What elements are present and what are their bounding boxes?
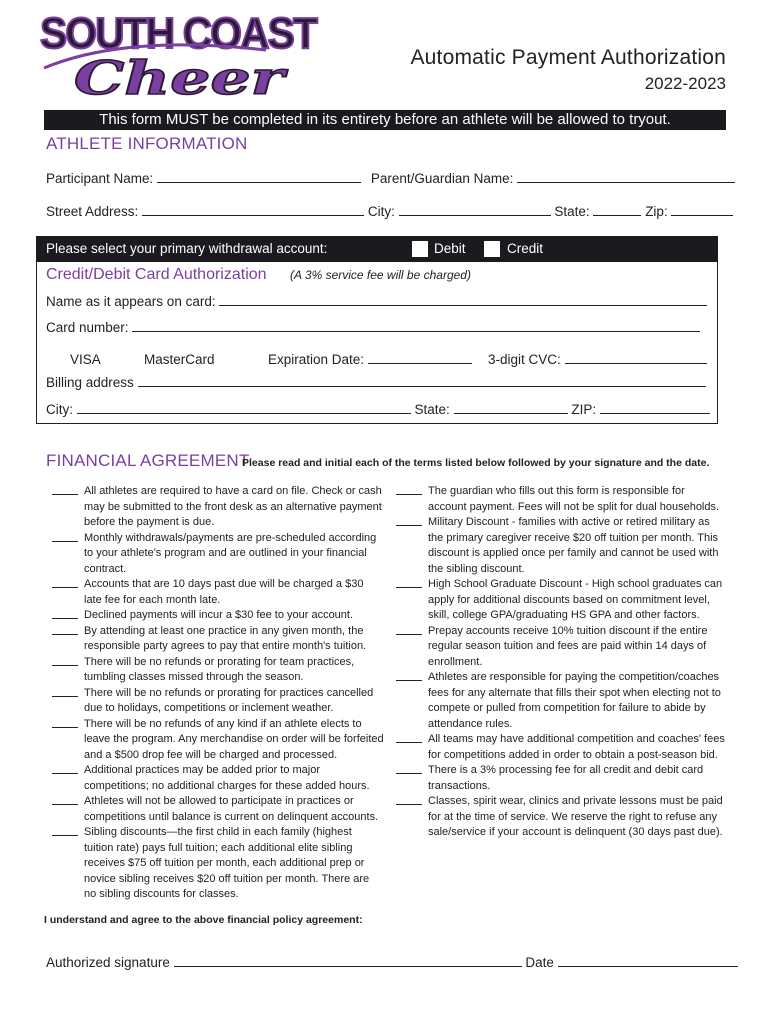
right-terms-list: [390, 484, 726, 841]
name-on-card-label: Name as it appears on card:: [46, 294, 216, 309]
initials-field[interactable]: [396, 624, 422, 635]
term-text: There will be no refunds or prorating for practices cancelled due to holidays, competitions or inclement weather.: [84, 686, 374, 714]
form-year: 2022-2023: [644, 74, 726, 93]
debit-checkbox[interactable]: [412, 241, 428, 257]
billing-city-row: [46, 402, 710, 417]
initials-field[interactable]: [52, 686, 78, 697]
initials-field[interactable]: [52, 608, 78, 619]
south-coast-cheer-logo: [36, 6, 326, 102]
term-item: [46, 655, 384, 686]
initials-field[interactable]: [52, 624, 78, 635]
term-item: [390, 763, 726, 794]
billing-city-field[interactable]: [77, 402, 411, 414]
mastercard-option[interactable]: MasterCard: [144, 352, 215, 367]
initials-field[interactable]: [396, 577, 422, 588]
card-number-field[interactable]: [132, 320, 700, 332]
term-item: [390, 624, 726, 671]
term-text: There will be no refunds of any kind if an athlete elects to leave the program. Any merchandise on order will be forfeited and a $500 drop fee will be charged and processed.: [84, 717, 384, 761]
term-text: Athletes will not be allowed to participate in practices or competitions until balance is current on delinquent accounts.: [84, 795, 379, 823]
signature-field[interactable]: [174, 955, 522, 967]
form-title: Automatic Payment Authorization: [410, 46, 726, 69]
term-item: [46, 763, 384, 794]
term-text: Declined payments will incur a $30 fee to your account.: [84, 609, 354, 621]
expiration-field[interactable]: [368, 352, 472, 364]
name-on-card-row: [46, 294, 707, 309]
term-text: There will be no refunds or prorating for team practices, tumbling classes missed through the season.: [84, 655, 355, 683]
credit-label: Credit: [507, 241, 544, 256]
term-text: Accounts that are 10 days past due will be charged a $30 late fee for each month late.: [84, 578, 364, 606]
billing-zip-label: ZIP:: [571, 402, 597, 417]
visa-option[interactable]: VISA: [70, 352, 101, 367]
cvc-field[interactable]: [565, 352, 707, 364]
city-field[interactable]: [399, 204, 551, 216]
term-text: Monthly withdrawals/payments are pre-scheduled according to your athlete's program and are outlined in your financial contract.: [84, 531, 377, 575]
zip-field[interactable]: [671, 204, 733, 216]
participant-name-field[interactable]: [157, 171, 361, 183]
participant-row: [46, 171, 735, 186]
billing-address-field[interactable]: [138, 375, 706, 387]
debit-label: Debit: [434, 241, 466, 256]
zip-label: Zip:: [645, 204, 668, 219]
street-address-field[interactable]: [142, 204, 364, 216]
term-text: The guardian who fills out this form is responsible for account payment. Fees will not be split for dual households.: [428, 485, 720, 513]
term-item: [390, 670, 726, 732]
term-item: [46, 484, 384, 531]
card-type-row: [70, 352, 101, 367]
billing-row: [46, 375, 706, 390]
service-fee-note: (A 3% service fee will be charged): [290, 268, 471, 282]
name-on-card-field[interactable]: [219, 294, 707, 306]
term-item: [390, 577, 726, 624]
term-text: There is a 3% processing fee for all credit and debit card transactions.: [428, 764, 704, 792]
initials-field[interactable]: [52, 577, 78, 588]
address-row: [46, 204, 733, 219]
term-text: Sibling discounts—the first child in each family (highest tuition rate) pays full tuition; each additional elite sibling receives $75 off tuition per month, each additional prep or novice sibling receives $20 off tuition per month. There are no sibling discounts for classes.: [84, 826, 370, 900]
term-text: High School Graduate Discount - High school graduates can apply for additional discounts based on commitment level, skill, college GPA/graduating HS GPA and other factors.: [428, 578, 723, 621]
expiration-label: Expiration Date:: [268, 352, 365, 367]
state-label: State:: [554, 204, 590, 219]
financial-agreement-note: Please read and initial each of the terms listed below followed by your signature and the date.: [242, 457, 710, 469]
signature-row: [46, 955, 738, 970]
term-text: Prepay accounts receive 10% tuition discount if the entire regular season tuition and fees are paid within 14 days of enrollment.: [428, 624, 708, 668]
billing-city-label: City:: [46, 402, 73, 417]
term-text: All athletes are required to have a card on file. Check or cash may be submitted to the front desk as an alternative payment before the payment is due.: [84, 485, 382, 528]
term-item: [390, 794, 726, 841]
card-number-label: Card number:: [46, 320, 129, 335]
term-text: Athletes are responsible for paying the competition/coaches fees for any alternate that fills their spot when electing not to compete or pulled from competition for failure to abide by attendance rules.: [428, 671, 721, 730]
street-label: Street Address:: [46, 204, 139, 219]
billing-state-field[interactable]: [454, 402, 568, 414]
cvc-row: [488, 352, 707, 367]
term-item: [46, 577, 384, 608]
term-item: [46, 608, 384, 624]
term-text: Additional practices may be added prior to major competitions; no additional charges for these added hours.: [84, 764, 370, 792]
participant-label: Participant Name:: [46, 171, 154, 186]
date-field[interactable]: [558, 955, 738, 967]
mastercard-wrap: [144, 352, 215, 367]
term-item: [46, 794, 384, 825]
financial-agreement-heading: FINANCIAL AGREEMENT: [46, 451, 250, 470]
logo-line2: Cheer: [74, 51, 290, 102]
term-item: [390, 515, 726, 577]
date-label: Date: [525, 955, 554, 970]
requirement-banner: This form MUST be completed in its entirety before an athlete will be allowed to tryout.: [44, 110, 726, 130]
term-text: All teams may have additional competition and coaches' fees for competitions added in order to obtain a post-season bid.: [428, 733, 725, 761]
agreement-statement: I understand and agree to the above financial policy agreement:: [44, 914, 363, 926]
initials-field[interactable]: [52, 794, 78, 805]
initials-field[interactable]: [396, 763, 422, 774]
billing-state-label: State:: [414, 402, 450, 417]
initials-field[interactable]: [52, 484, 78, 495]
card-authorization-title: Credit/Debit Card Authorization: [46, 266, 267, 283]
term-item: [46, 717, 384, 764]
billing-label: Billing address: [46, 375, 134, 390]
cvc-label: 3-digit CVC:: [488, 352, 561, 367]
term-text: By attending at least one practice in any given month, the responsible party agrees to pay that entire month's tuition.: [84, 624, 367, 652]
withdrawal-account-label: Please select your primary withdrawal account:: [46, 241, 328, 256]
initials-field[interactable]: [396, 794, 422, 805]
term-item: [46, 531, 384, 578]
term-item: [46, 825, 384, 903]
initials-field[interactable]: [52, 763, 78, 774]
parent-label: Parent/Guardian Name:: [370, 171, 514, 186]
term-item: [390, 732, 726, 763]
state-field[interactable]: [593, 204, 641, 216]
athlete-info-heading: ATHLETE INFORMATION: [46, 134, 248, 153]
term-text: Classes, spirit wear, clinics and private lessons must be paid for at the time of service. We reserve the right to refuse any sale/service if your account is delinquent (30 days past due).: [428, 795, 723, 838]
billing-zip-field[interactable]: [600, 402, 710, 414]
term-item: [46, 624, 384, 655]
term-item: [46, 686, 384, 717]
card-number-row: [46, 320, 700, 335]
initials-field[interactable]: [52, 825, 78, 836]
initials-field[interactable]: [396, 515, 422, 526]
initials-field[interactable]: [396, 484, 422, 495]
signature-label: Authorized signature: [46, 955, 170, 970]
city-label: City:: [367, 204, 395, 219]
term-text: Military Discount - families with active or retired military as the primary caregiver receive $20 off tuition per month. This discount is applied once per family and cannot be used with the sibling discount.: [428, 516, 719, 575]
term-item: [390, 484, 726, 515]
logo-line1: SOUTH COAST: [40, 9, 318, 58]
credit-checkbox[interactable]: [484, 241, 500, 257]
initials-field[interactable]: [396, 732, 422, 743]
left-terms-list: [46, 484, 384, 903]
initials-field[interactable]: [396, 670, 422, 681]
withdrawal-account-bar: [36, 236, 718, 262]
expiration-row: [268, 352, 472, 367]
parent-name-field[interactable]: [517, 171, 735, 183]
initials-field[interactable]: [52, 655, 78, 666]
initials-field[interactable]: [52, 717, 78, 728]
initials-field[interactable]: [52, 531, 78, 542]
